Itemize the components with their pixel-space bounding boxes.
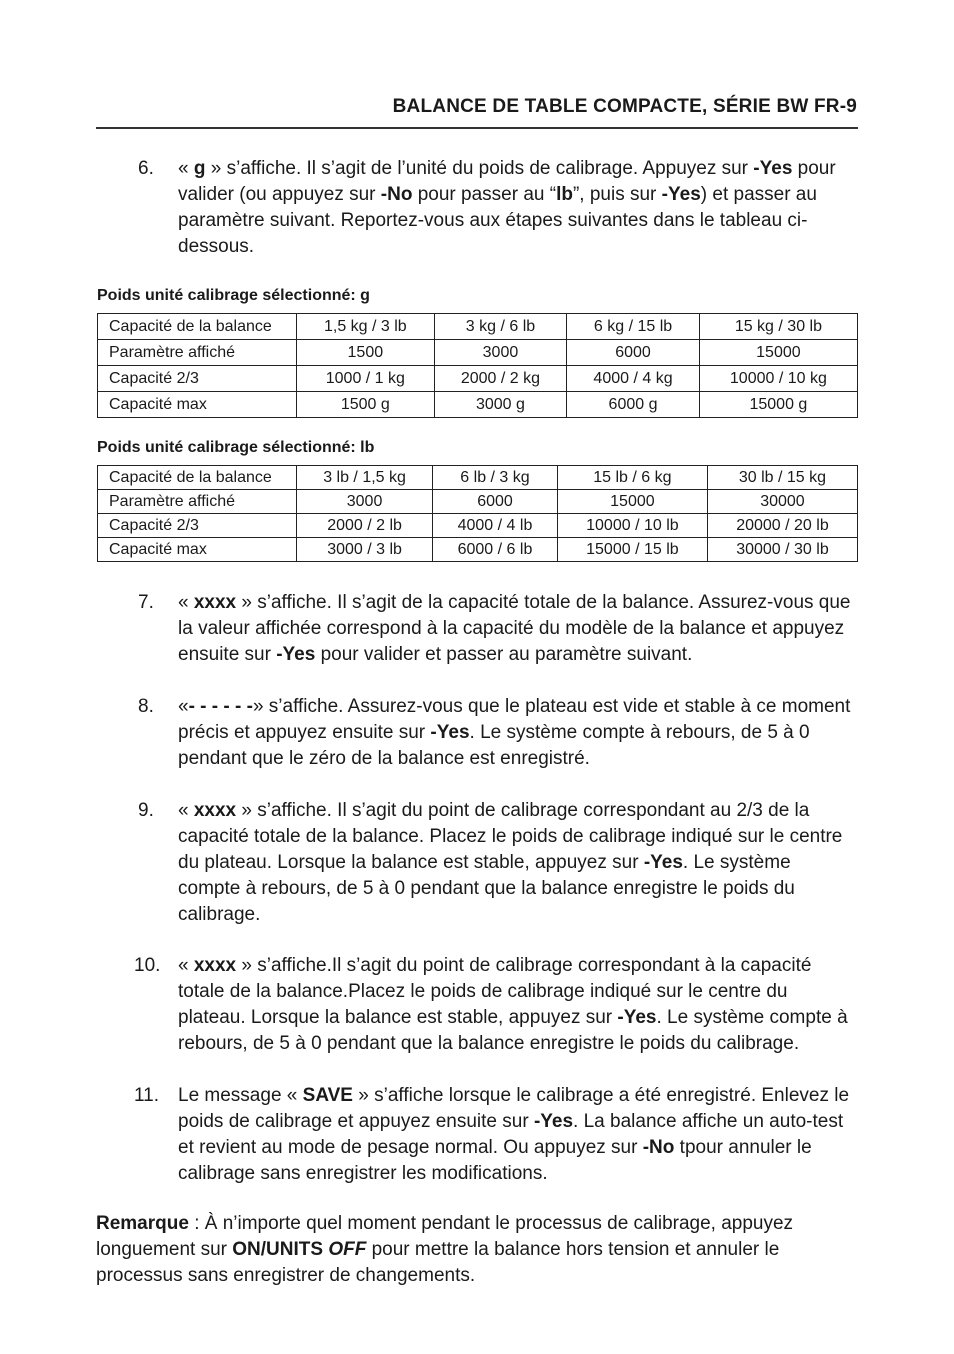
table-row: [98, 490, 858, 514]
table-row: [98, 514, 858, 538]
table-row: [98, 314, 858, 340]
table-lb-caption: Poids unité calibrage sélectionné: lb: [97, 439, 375, 456]
table-row: [98, 538, 858, 562]
remark-label: Remarque: [96, 1213, 189, 1234]
table-cell: 15000 g: [699, 392, 857, 418]
step-number: 10.: [134, 955, 161, 976]
step-text: «- - - - - -» s’affiche. Assurez-vous que le plateau est vide et stable à ce moment précis et appuyez ensuite sur -Yes. Le système compte à rebours, de 5 à 0 pendant que le zéro de la balance est enregistré.: [178, 696, 851, 769]
table-cell: 6000: [567, 340, 700, 366]
step-text: « xxxx » s’affiche. Il s’agit du point de calibrage correspondant au 2/3 de la capacité totale de la balance. Placez le poids de calibrage indiqué sur le centre du plateau. Lorsque la balance est stable, appuyez sur -Yes. Le système compte à rebours, de 5 à 0 pendant que la balance enregistre le poids du calibrage.: [178, 800, 843, 925]
table-cell: 10000 / 10 lb: [557, 514, 707, 538]
row-header-cell: Capacité de la balance: [98, 314, 297, 340]
table-row: [98, 366, 858, 392]
table-cell: 15000 / 15 lb: [557, 538, 707, 562]
table-g-caption: Poids unité calibrage sélectionné: g: [97, 287, 370, 304]
table-cell: 3000: [297, 490, 433, 514]
table-cell: 30000: [707, 490, 857, 514]
table-cell: 3000: [434, 340, 567, 366]
step-11: [96, 1083, 858, 1187]
row-header-cell: Paramètre affiché: [98, 340, 297, 366]
table-cell: 2000 / 2 kg: [434, 366, 567, 392]
step-text: « xxxx » s’affiche.Il s’agit du point de calibrage correspondant à la capacité totale de la balance.Placez le poids de calibrage indiqué sur le centre du plateau. Lorsque la balance est stable, appuyez sur -Yes. Le système compte à rebours, de 5 à 0 pendant que la balance enregistre le poids du calibrage.: [178, 955, 848, 1054]
table-cell: 10000 / 10 kg: [699, 366, 857, 392]
step-number: 6.: [138, 158, 154, 179]
table-cell: 3 lb / 1,5 kg: [297, 466, 433, 490]
table-cell: 1500 g: [297, 392, 435, 418]
calibration-table-lb: [97, 465, 858, 562]
step-number: 9.: [138, 800, 154, 821]
row-header-cell: Capacité 2/3: [98, 366, 297, 392]
step-text: « g » s’affiche. Il s’agit de l’unité du poids de calibrage. Appuyez sur -Yes pour valider (ou appuyez sur -No pour passer au “lb”, puis sur -Yes) et passer au paramètre suivant. Reportez-vous aux étapes suivantes dans le tableau ci-dessous.: [178, 158, 836, 257]
table-cell: 6000 / 6 lb: [433, 538, 558, 562]
step-text: Le message « SAVE » s’affiche lorsque le calibrage a été enregistré. Enlevez le poids de calibrage et appuyez ensuite sur -Yes. La balance affiche un auto-test et revient au mode de pesage normal. Ou appuyez sur -No tpour annuler le calibrage sans enregistrer les modifications.: [178, 1085, 850, 1184]
table-cell: 20000 / 20 lb: [707, 514, 857, 538]
table-cell: 15000: [699, 340, 857, 366]
calibration-table-g: [97, 313, 858, 418]
table-cell: 6 lb / 3 kg: [433, 466, 558, 490]
table-row: [98, 392, 858, 418]
table-cell: 15 kg / 30 lb: [699, 314, 857, 340]
row-header-cell: Capacité max: [98, 538, 297, 562]
table-cell: 15 lb / 6 kg: [557, 466, 707, 490]
step-7: [96, 590, 858, 668]
table-cell: 30000 / 30 lb: [707, 538, 857, 562]
table-cell: 4000 / 4 kg: [567, 366, 700, 392]
remark-note: Remarque : À n’importe quel moment pendant le processus de calibrage, appuyez longuement sur ON/UNITS OFF pour mettre la balance hors tension et annuler le processus sans enregistrer de changements.: [96, 1213, 794, 1286]
step-10: [96, 953, 858, 1057]
row-header-cell: Capacité de la balance: [98, 466, 297, 490]
header-divider: [96, 127, 858, 129]
table-cell: 15000: [557, 490, 707, 514]
table-cell: 3000 / 3 lb: [297, 538, 433, 562]
step-number: 7.: [138, 592, 154, 613]
step-text: « xxxx » s’affiche. Il s’agit de la capacité totale de la balance. Assurez-vous que la valeur affichée correspond à la capacité du modèle de la balance et appuyez ensuite sur -Yes pour valider et passer au paramètre suivant.: [178, 592, 851, 665]
table-cell: 6000 g: [567, 392, 700, 418]
table-cell: 1000 / 1 kg: [297, 366, 435, 392]
table-cell: 4000 / 4 lb: [433, 514, 558, 538]
step-number: 11.: [134, 1085, 160, 1106]
table-cell: 6000: [433, 490, 558, 514]
step-9: [96, 798, 858, 928]
table-cell: 2000 / 2 lb: [297, 514, 433, 538]
table-cell: 3 kg / 6 lb: [434, 314, 567, 340]
step-number: 8.: [138, 696, 154, 717]
row-header-cell: Capacité 2/3: [98, 514, 297, 538]
table-row: [98, 466, 858, 490]
table-cell: 1500: [297, 340, 435, 366]
step-6: [96, 156, 858, 260]
page-header-title: BALANCE DE TABLE COMPACTE, SÉRIE BW FR-9: [392, 96, 857, 117]
row-header-cell: Capacité max: [98, 392, 297, 418]
step-8: [96, 694, 858, 772]
table-cell: 6 kg / 15 lb: [567, 314, 700, 340]
row-header-cell: Paramètre affiché: [98, 490, 297, 514]
table-cell: 30 lb / 15 kg: [707, 466, 857, 490]
table-cell: 1,5 kg / 3 lb: [297, 314, 435, 340]
table-row: [98, 340, 858, 366]
table-cell: 3000 g: [434, 392, 567, 418]
